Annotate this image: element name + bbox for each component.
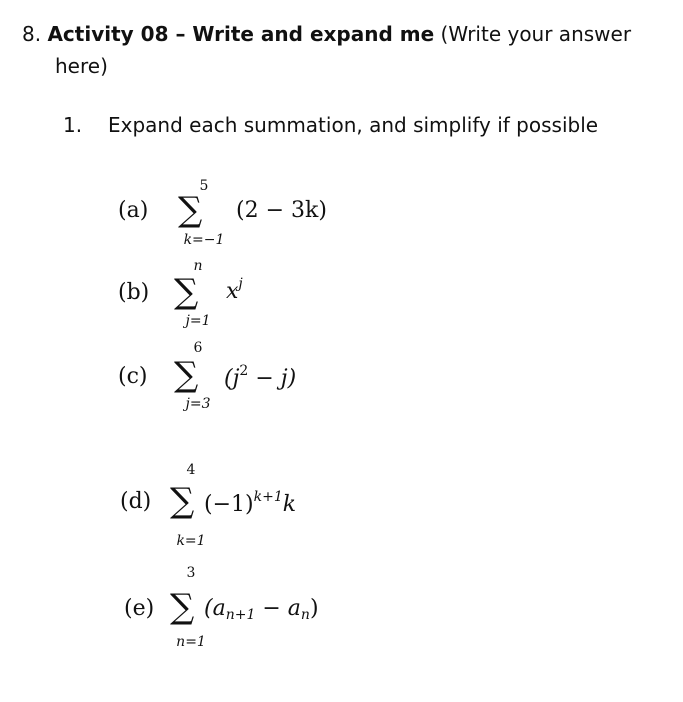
summand: [224, 363, 296, 391]
summand: [204, 489, 296, 517]
summand: [226, 276, 243, 304]
item-number: 1.: [63, 113, 83, 137]
summand-exponent: k+1: [253, 489, 283, 505]
summation-symbol: ∑: [170, 481, 195, 521]
summand-base: x: [226, 279, 239, 304]
item-instruction: Expand each summation, and simplify if possible: [108, 113, 599, 137]
summand: [204, 596, 319, 623]
summation-symbol: ∑: [170, 587, 195, 627]
problem-label: (d): [120, 489, 152, 514]
sum-upper-limit: 4: [186, 462, 196, 478]
sum-upper-limit: n: [193, 258, 203, 274]
activity-number: 8.: [22, 22, 42, 46]
summand-close: ): [309, 596, 319, 621]
summand: (2 − 3k): [236, 198, 327, 223]
summation-symbol: ∑: [174, 355, 199, 395]
sum-lower-limit: j=3: [185, 396, 211, 412]
problem-label: (c): [118, 364, 148, 389]
problem-label: (a): [118, 198, 149, 223]
summand-close: k: [282, 492, 297, 517]
summation-symbol: ∑: [174, 272, 199, 312]
activity-title: Activity 08 – Write and expand me: [47, 22, 435, 46]
summation-symbol: ∑: [178, 190, 203, 230]
summand-exponent: j: [238, 276, 243, 292]
sum-upper-limit: 6: [193, 340, 203, 356]
summand-close: − j): [248, 366, 297, 391]
sum-upper-limit: 5: [199, 178, 209, 194]
problem-label: (e): [124, 596, 155, 621]
question-item-1: [63, 110, 598, 140]
sum-lower-limit: k=1: [176, 533, 206, 549]
summand-middle: − a: [255, 596, 301, 621]
sum-lower-limit: k=−1: [183, 232, 225, 248]
sum-lower-limit: n=1: [176, 634, 206, 650]
activity-note: (Write your answer: [440, 22, 632, 46]
sum-upper-limit: 3: [186, 565, 196, 581]
problem-label: (b): [118, 280, 150, 305]
sum-lower-limit: j=1: [185, 313, 211, 329]
summand-subscript-1: n+1: [225, 607, 256, 623]
summand-exponent: 2: [239, 363, 249, 379]
summand-subscript-2: n: [300, 607, 310, 623]
activity-note-continued: here): [55, 54, 108, 78]
summand-open: (−1): [204, 492, 254, 517]
summand-open: (j: [224, 366, 240, 391]
activity-heading: [22, 18, 662, 82]
summand-open: (a: [204, 596, 226, 621]
